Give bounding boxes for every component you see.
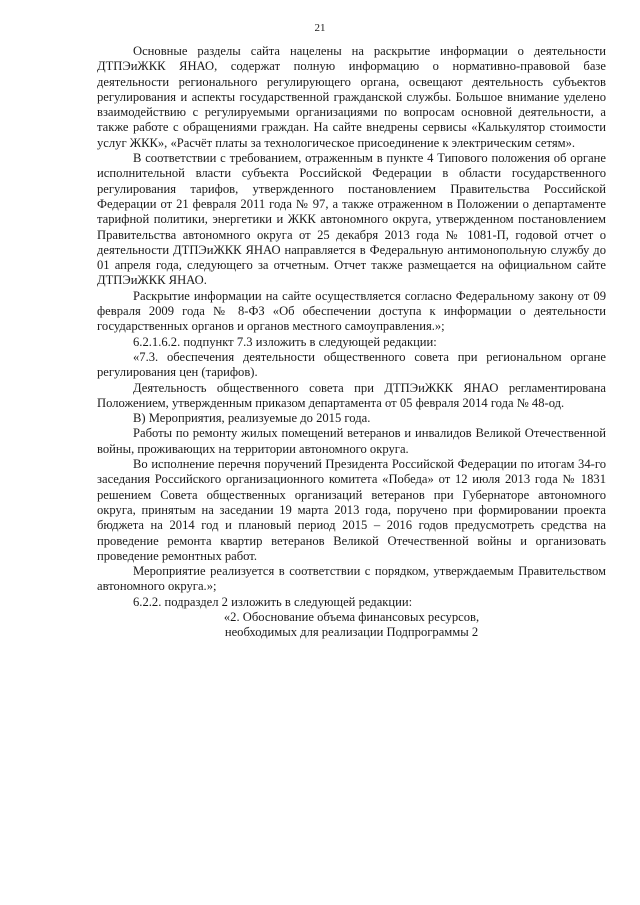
paragraph-council-regulation: Деятельность общественного совета при ДТПЭиЖКК ЯНАО регламентирована Положением, утвержденным приказом департамента от 05 февраля 2014 года № 48-од.	[97, 380, 606, 410]
paragraph-public-council: «7.3. обеспечения деятельности общественного совета при региональном органе регулирования цен (тарифов).	[97, 349, 606, 380]
paragraph-annual-report: В соответствии с требованием, отраженным в пункте 4 Типового положения об органе исполнительной власти субъекта Российской Федерации в области государственного регулирования тарифов, утвержденного постановлением Правительства Российской Федерации от 21 февраля 2011 года № 97, а также отраженном в Положении о департаменте тарифной политики, энергетики и ЖКК автономного округа, утвержденном постановлением Правительства автономного округа от 25 декабря 2013 года № 1081-П, годовой отчет о деятельности ДТПЭиЖКК ЯНАО направляется в Федеральную антимонопольную службу до 01 апреля года, следующего за отчетным. Отчет также размещается на официальном сайте ДТПЭиЖКК ЯНАО.	[97, 151, 606, 288]
page-number: 21	[314, 22, 326, 34]
paragraph-president-orders: Во исполнение перечня поручений Президента Российской Федерации по итогам 34-го заседания Российского организационного комитета «Победа» от 12 июля 2013 года № 1831 решением Совета общественных организаций ветеранов при Губернаторе автономного округа, принятым на заседании 19 марта 2013 года, поручено при формировании проекта бюджета на 2014 год и плановый период 2015 – 2016 годов предусмотреть средства на проведение ремонта квартир ветеранов Великой Отечественной войны и организовать проведение ремонтных работ.	[97, 457, 606, 563]
paragraph-amendment-7-3: 6.2.1.6.2. подпункт 7.3 изложить в следующей редакции:	[133, 334, 437, 349]
paragraph-veterans-housing: Работы по ремонту жилых помещений ветеранов и инвалидов Великой Отечественной войны, проживающих на территории автономного округа.	[97, 426, 606, 456]
paragraph-measures-heading: В) Мероприятия, реализуемые до 2015 года.	[133, 411, 371, 426]
section-heading-line-1: «2. Обоснование объема финансовых ресурсов,	[223, 609, 480, 624]
paragraph-subsection-2: 6.2.2. подраздел 2 изложить в следующей редакции:	[133, 594, 413, 609]
paragraph-implementation-order: Мероприятие реализуется в соответствии с порядком, утверждаемым Правительством автономного округа.»;	[97, 564, 606, 594]
paragraph-information-disclosure: Раскрытие информации на сайте осуществляется согласно Федеральному закону от 09 февраля 2009 года № 8-ФЗ «Об обеспечении доступа к информации о деятельности государственных органов и органов местного самоуправления.»;	[97, 288, 606, 334]
paragraph-site-sections: Основные разделы сайта нацелены на раскрытие информации о деятельности ДТПЭиЖКК ЯНАО, содержат полную информацию о нормативно-правовой базе деятельности регионального регулирующего органа, освещают деятельность субъектов регулирования и аспекты государственной гражданской службы. Большое внимание уделено взаимодействию с регулируемыми организациями по вопросам основной деятельности, а также работе с обращениями граждан. На сайте внедрены сервисы «Калькулятор стоимости услуг ЖКК», «Расчёт платы за технологическое присоединение к электрическим сетям».	[97, 44, 606, 150]
document-text	[97, 44, 606, 641]
section-heading-line-2: необходимых для реализации Подпрограммы 2	[224, 625, 479, 640]
